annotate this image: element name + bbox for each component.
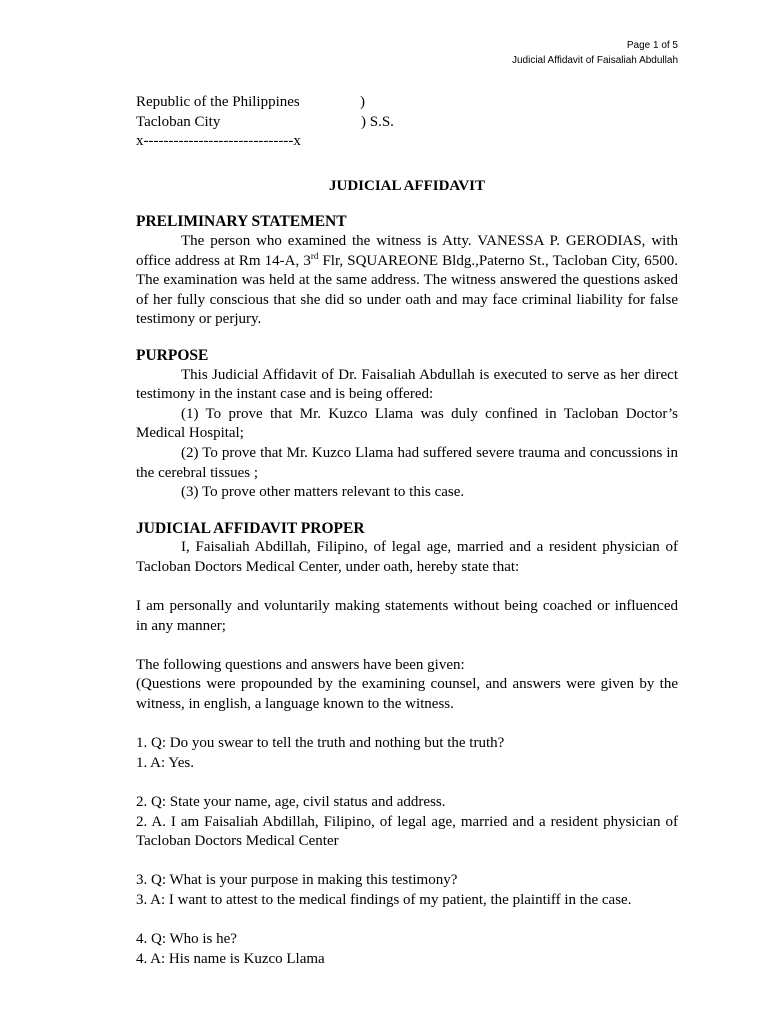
venue-ss: ) S.S. — [361, 113, 394, 130]
document-running-title: Judicial Affidavit of Faisaliah Abdullah — [511, 55, 678, 66]
page-number: Page 1 of 5 — [626, 40, 678, 51]
qa-note: (Questions were propounded by the examining counsel, and answers were given by the witness, in english, a language known to the witness. — [136, 676, 678, 713]
proper-statement: I am personally and voluntarily making statements without being coached or influenced in any manner; — [136, 598, 678, 634]
question-2: 2. Q: State your name, age, civil status and address. — [136, 794, 446, 810]
answer-4: 4. A: His name is Kuzco Llama — [136, 950, 325, 967]
venue-line-1 — [136, 93, 678, 113]
purpose-item-3: (3) To prove other matters relevant to this case. — [181, 484, 465, 501]
qa-intro: The following questions and answers have been given: — [136, 656, 465, 673]
answer-2: 2. A. I am Faisaliah Abdillah, Filipino, of legal age, married and a resident physician of Tacloban Doctors Medical Center — [136, 813, 678, 850]
proper-intro: I, Faisaliah Abdillah, Filipino, of legal age, married and a resident physician of Tacloban Doctors Medical Center, under oath, hereby state that: — [136, 539, 678, 575]
answer-3: 3. A: I want to attest to the medical findings of my patient, the plaintiff in the case. — [136, 891, 632, 908]
purpose-item-2: (2) To prove that Mr. Kuzco Llama had suffered severe trauma and concussions in the cerebral tissues ; — [136, 444, 678, 481]
purpose-heading: PURPOSE — [136, 346, 209, 364]
venue-country: Republic of the Philippines — [136, 94, 300, 110]
document-body — [136, 93, 678, 969]
venue-paren-1: ) — [360, 94, 365, 110]
preliminary-heading: PRELIMINARY STATEMENT — [136, 213, 347, 231]
venue-divider: x------------------------------x — [136, 133, 301, 150]
question-3: 3. Q: What is your purpose in making this testimony? — [136, 872, 458, 889]
page-header — [512, 38, 678, 68]
venue-city: Tacloban City — [136, 113, 221, 130]
venue-line-2 — [136, 113, 678, 133]
document-title: JUDICIAL AFFIDAVIT — [328, 177, 485, 194]
answer-1: 1. A: Yes. — [136, 754, 194, 771]
question-1: 1. Q: Do you swear to tell the truth and nothing but the truth? — [136, 735, 505, 752]
question-4: 4. Q: Who is he? — [136, 931, 237, 948]
purpose-item-1: (1) To prove that Mr. Kuzco Llama was duly confined in Tacloban Doctor’s Medical Hospital; — [136, 405, 678, 442]
purpose-intro: This Judicial Affidavit of Dr. Faisaliah Abdullah is executed to serve as her direct testimony in the instant case and is being offered: — [136, 366, 678, 403]
preliminary-paragraph: The person who examined the witness is Atty. VANESSA P. GERODIAS, with office address at Rm 14-A, 3rd Flr, SQUAREONE Bldg.,Paterno St., Tacloban City, 6500. The examination was held at the same address. The witness answered the questions asked of her fully conscious that she did so under oath and may face criminal liability for false testimony or perjury. — [136, 232, 678, 328]
proper-heading: JUDICIAL AFFIDAVIT PROPER — [136, 519, 365, 537]
